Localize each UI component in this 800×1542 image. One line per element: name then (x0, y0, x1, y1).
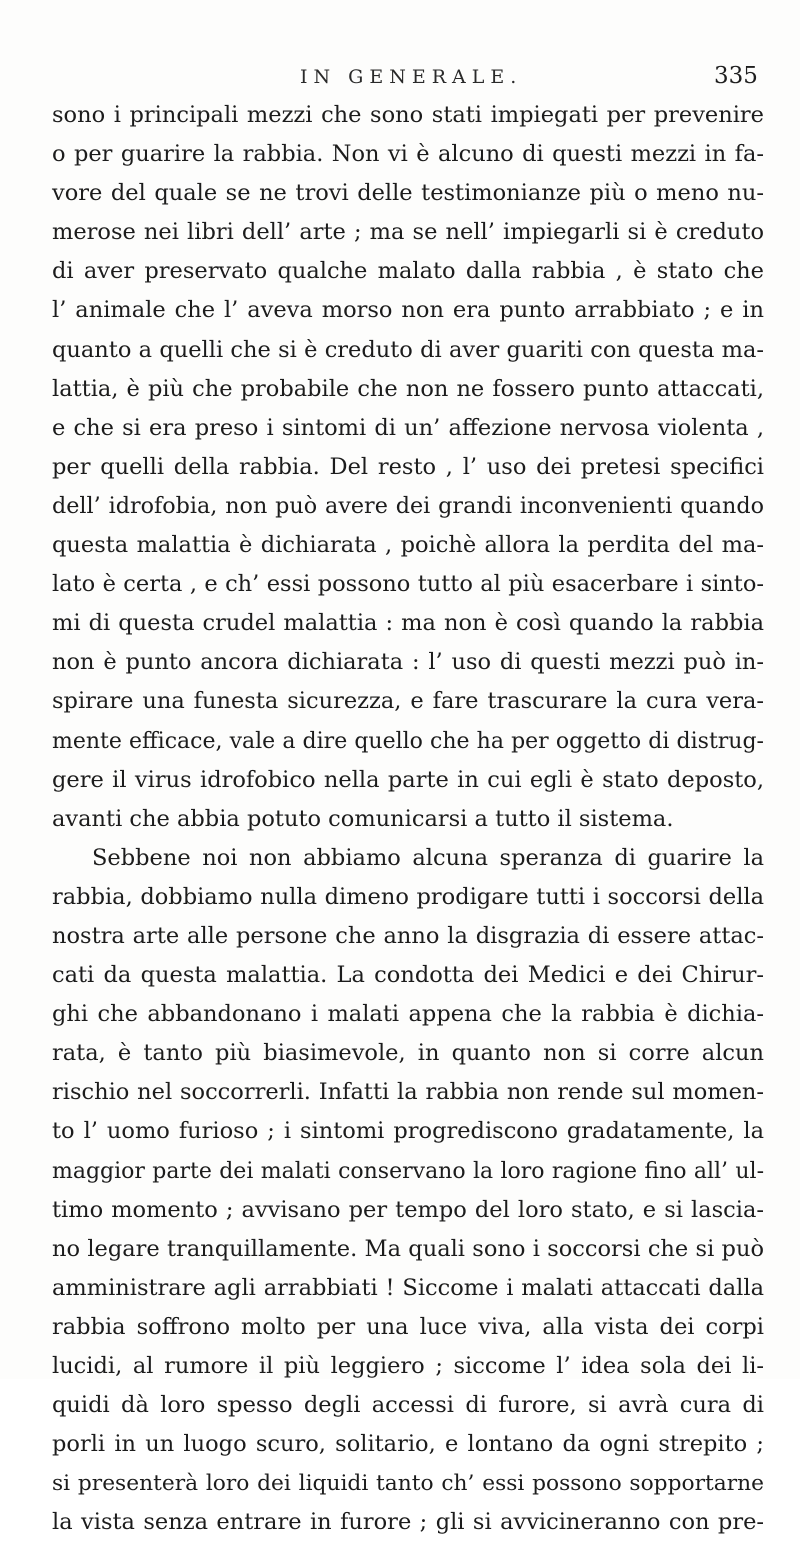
running-head: IN GENERALE. (300, 66, 523, 88)
text-line: timo momento ; avvisano per tempo del loro stato, e si lascia- (52, 1196, 764, 1223)
text-line: cati da questa malattia. La condotta dei Medici e dei Chirur- (52, 962, 764, 989)
text-line: lattia, è più che probabile che non ne fossero punto attaccati, (52, 375, 764, 402)
text-line: gere il virus idrofobico nella parte in cui egli è stato deposto, (52, 766, 764, 793)
text-line: vore del quale se ne trovi delle testimonianze più o meno nu- (52, 180, 764, 207)
text-line: rabbia, dobbiamo nulla dimeno prodigare tutti i soccorsi della (52, 883, 764, 910)
text-line: dell’ idrofobia, non può avere dei grandi inconvenienti quando (52, 492, 764, 519)
text-line: questa malattia è dichiarata , poichè allora la perdita del ma- (52, 532, 764, 559)
text-line: quidi dà loro spesso degli accessi di furore, si avrà cura di (52, 1392, 764, 1419)
text-line: lato è certa , e ch’ essi possono tutto al più esacerbare i sinto- (52, 571, 764, 598)
text-line: to l’ uomo furioso ; i sintomi progrediscono gradatamente, la (52, 1118, 764, 1145)
text-line: nostra arte alle persone che anno la disgrazia di essere attac- (52, 922, 764, 949)
text-line: sono i principali mezzi che sono stati impiegati per prevenire (52, 102, 764, 128)
text-line: o per guarire la rabbia. Non vi è alcuno di questi mezzi in fa- (52, 141, 764, 168)
text-line: si presenterà loro dei liquidi tanto ch’ essi possono sopportarne (52, 1471, 764, 1497)
body-text (52, 96, 764, 1542)
text-line: spirare una funesta sicurezza, e fare trascurare la cura vera- (52, 688, 764, 715)
text-line: lucidi, al rumore il più leggiero ; siccome l’ idea sola dei li- (52, 1353, 764, 1379)
text-line: di aver preservato qualche malato dalla rabbia , è stato che (52, 258, 764, 285)
text-line: rischio nel soccorrerli. Infatti la rabbia non rende sul momen- (52, 1079, 764, 1106)
text-line: maggior parte dei malati conservano la loro ragione fino all’ ul- (52, 1158, 764, 1184)
text-line: quanto a quelli che si è creduto di aver guariti con questa ma- (52, 336, 764, 363)
text-line: rabbia soffrono molto per una luce viva, alla vista dei corpi (52, 1313, 764, 1340)
text-line: mi di questa crudel malattia : ma non è così quando la rabbia (52, 610, 764, 637)
text-line: la vista senza entrare in furore ; gli si avvicineranno con pre- (52, 1509, 764, 1536)
text-line: non è punto ancora dichiarata : l’ uso di questi mezzi può in- (52, 649, 764, 676)
text-line: no legare tranquillamente. Ma quali sono i soccorsi che si può (52, 1235, 764, 1262)
text-line: amministrare agli arrabbiati ! Siccome i malati attaccati dalla (52, 1274, 764, 1301)
text-line: ghi che abbandonano i malati appena che la rabbia è dichia- (52, 1001, 764, 1028)
text-line: porli in un luogo scuro, solitario, e lontano da ogni strepito ; (52, 1431, 764, 1458)
page-number: 335 (714, 63, 758, 89)
text-line: mente efficace, vale a dire quello che ha per oggetto di distrug- (52, 728, 764, 754)
paragraph-start-line: Sebbene noi non abbiamo alcuna speranza di guarire la (92, 844, 764, 871)
paragraph-end-line: avanti che abbia potuto comunicarsi a tutto il sistema. (52, 805, 674, 832)
text-line: l’ animale che l’ aveva morso non era punto arrabbiato ; e in (52, 297, 764, 324)
text-line: rata, è tanto più biasimevole, in quanto non si corre alcun (52, 1040, 764, 1067)
text-line: merose nei libri dell’ arte ; ma se nell’ impiegarli si è creduto (52, 219, 764, 246)
text-line: e che si era preso i sintomi di un’ affezione nervosa violenta , (52, 414, 764, 441)
text-line: per quelli della rabbia. Del resto , l’ uso dei pretesi specifici (52, 453, 764, 480)
